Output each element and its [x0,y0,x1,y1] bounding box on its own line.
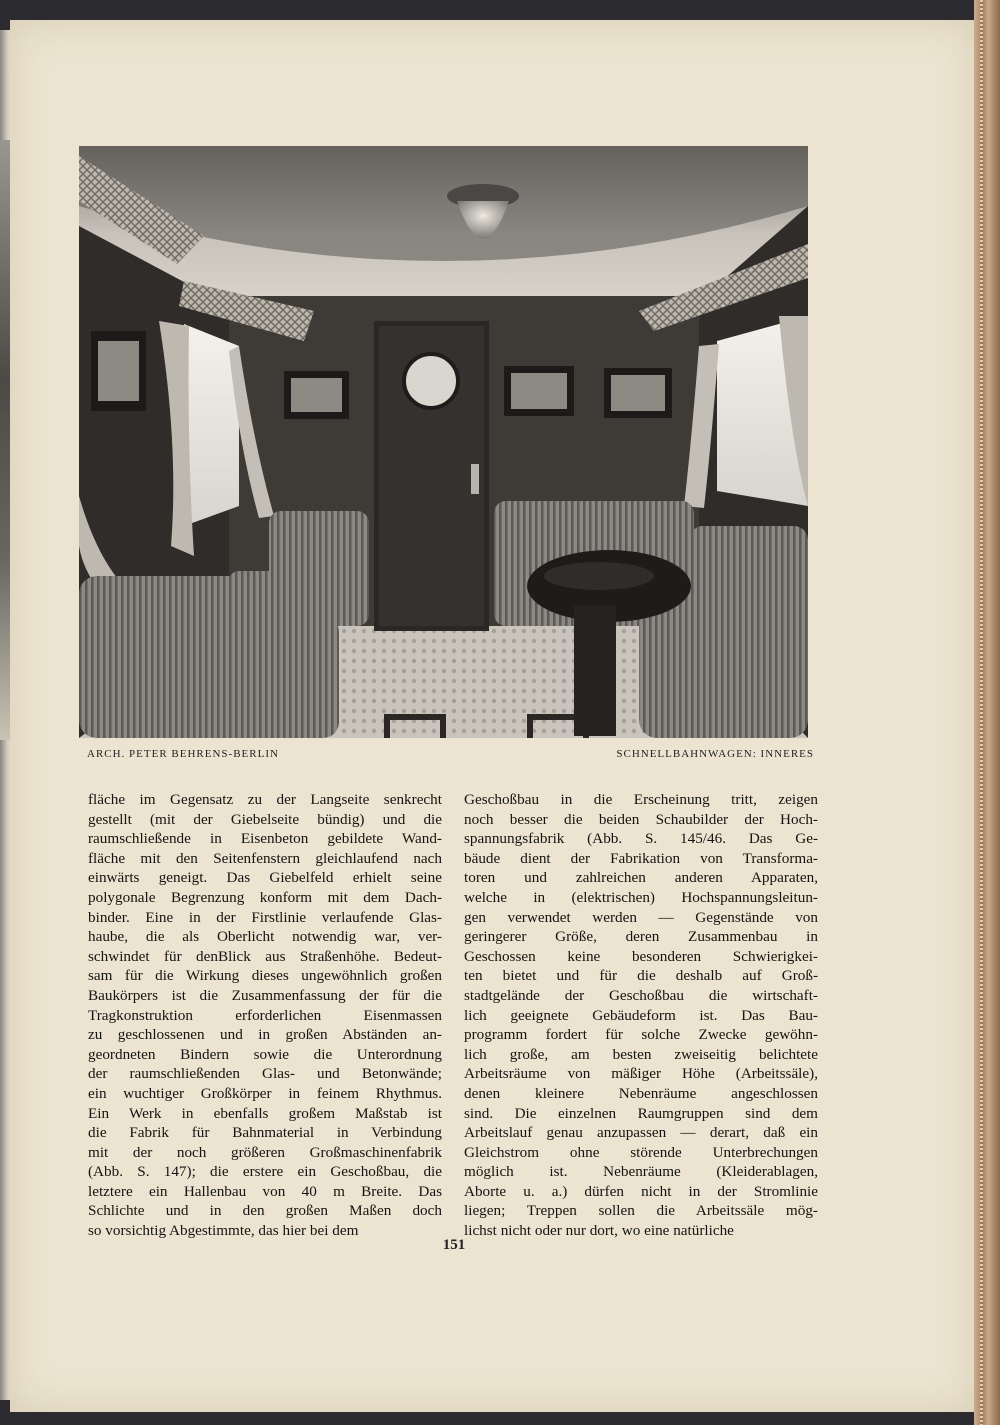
text-line: fläche im Gegensatz zu der Langseite senkrecht [88,791,442,808]
text-line: ten bietet und für die deshalb auf Groß- [464,967,818,985]
text-line: ein wuchtiger Großkörper in feinem Rhythmus. [88,1084,442,1102]
text-line: Ein Werk in ebenfalls großem Maßstab ist [88,1104,442,1122]
text-line: lich geeignete Gebäudeform ist. Das Bau- [464,1006,818,1024]
text-line: Arbeitsräume von mäßiger Höhe (Arbeitssäle), [464,1065,818,1083]
carriage-interior-photo [79,146,808,738]
book-spine-edge [974,0,1000,1425]
text-line: denen kleinere Nebenräume angeschlossen [464,1084,818,1102]
text-line: lichst nicht oder nur dort, wo eine natürliche [464,1222,734,1240]
text-line: binder. Eine in der Firstlinie verlaufende Glas- [88,908,442,926]
text-column-right [464,790,818,1241]
text-line: so vorsichtig Abgestimmte, das hier bei dem [88,1222,359,1240]
text-line: Gleichstrom ohne störende Unterbrechungen [464,1143,818,1161]
text-line: gen verwendet werden — Gegenstände von [464,908,818,926]
text-line: fläche mit den Seitenfenstern gleichlaufend nach [88,849,442,867]
text-line: welche in (elektrischen) Hochspannungsleitun- [464,888,818,906]
text-line: Schlichte und in den großen Maßen doch [88,1202,442,1220]
page-block-edge [980,0,983,1425]
text-line: sam für die Wirkung dieses ungewöhnlich großen [88,967,442,985]
text-line: einwärts geneigt. Das Giebelfeld erhielt seine [88,869,442,887]
text-line: liegen; Treppen sollen die Arbeitssäle mög- [464,1202,818,1220]
text-line: schwindet für denBlick aus Straßenhöhe. Bedeut- [88,947,442,965]
text-line: Baukörpers ist die Zusammenfassung der für die [88,986,442,1004]
text-line: möglich ist. Nebenräume (Kleiderablagen, [464,1163,818,1181]
text-line: geringerer Größe, deren Zusammenbau in [464,928,818,946]
text-line: gestellt (mit der Giebelseite bündig) und die [88,810,442,828]
text-line: raumschließende in Eisenbeton gebildete Wand- [88,830,442,848]
text-line: sind. Die einzelnen Raumgruppen sind dem [464,1104,818,1122]
text-line: bäude dient der Fabrikation von Transforma- [464,849,818,867]
text-line: der raumschließenden Glas- und Betonwände; [88,1065,442,1083]
text-line: spannungsfabrik (Abb. S. 145/46. Das Ge- [464,830,818,848]
text-line: Arbeitslauf genau anzupassen — derart, daß ein [464,1124,818,1142]
figure-caption-architect: ARCH. PETER BEHRENS-BERLIN [87,748,279,760]
figure-caption-title: SCHNELLBAHNWAGEN: INNERES [616,748,814,760]
text-line: letztere ein Hallenbau von 40 m Breite. Das [88,1182,442,1200]
text-line: (Abb. S. 147); die erstere ein Geschoßbau, die [88,1163,442,1181]
text-line: Aborte u. a.) dürfen nicht in der Stromlinie [464,1182,818,1200]
text-line: polygonale Begrenzung konform mit dem Dach- [88,888,442,906]
text-line: Geschossen keine besonderen Schwierigkei- [464,947,818,965]
text-line: geordneten Bindern sowie die Unterordnung [88,1045,442,1063]
page-number: 151 [442,1237,466,1253]
text-line: die Fabrik für Bahnmaterial in Verbindung [88,1124,442,1142]
text-line: noch besser die beiden Schaubilder der Hoch- [464,810,818,828]
carriage-interior-illustration [79,146,808,738]
text-line: mit der noch größeren Großmaschinenfabrik [88,1143,442,1161]
text-line: Geschoßbau in die Erscheinung tritt, zeigen [464,791,818,808]
text-line: haube, die als Oberlicht notwendig war, ver- [88,928,442,946]
text-line: stadtgelände der Geschoßbau die wirtschaft- [464,986,818,1004]
text-line: lich große, am besten zweiseitig belichtete [464,1045,818,1063]
text-line: zu geschlossenen und in großen Abständen an- [88,1026,442,1044]
text-line: programm fordert für solche Zwecke gewöhn- [464,1026,818,1044]
text-line: Tragkonstruktion erforderlichen Eisenmassen [88,1006,442,1024]
text-line: toren und zahlreichen anderen Apparaten, [464,869,818,887]
text-column-left [88,790,442,1241]
